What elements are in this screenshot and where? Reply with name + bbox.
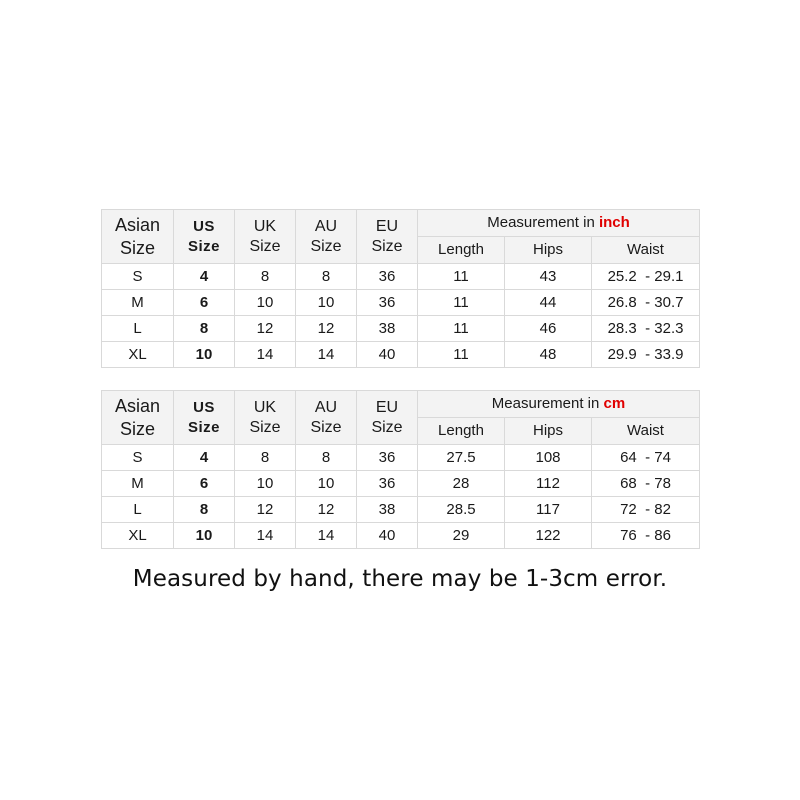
waist-cell: 68 - 78 bbox=[592, 471, 700, 497]
hips-header: Hips bbox=[505, 418, 592, 445]
us-size-cell: 6 bbox=[174, 471, 235, 497]
waist-cell: 64 - 74 bbox=[592, 445, 700, 471]
eu-size-cell: 36 bbox=[357, 471, 418, 497]
asian-size-cell: XL bbox=[102, 342, 174, 368]
uk-size-header: UK Size bbox=[235, 210, 296, 264]
au-size-header: AU Size bbox=[296, 210, 357, 264]
waist-cell: 76 - 86 bbox=[592, 523, 700, 549]
table-row bbox=[102, 471, 700, 497]
length-cell: 28.5 bbox=[418, 497, 505, 523]
measurement-disclaimer: Measured by hand, there may be 1-3cm error. bbox=[132, 566, 668, 592]
au-size-cell: 10 bbox=[296, 290, 357, 316]
table-row bbox=[102, 497, 700, 523]
table-row bbox=[102, 316, 700, 342]
us-size-header: US Size bbox=[174, 210, 235, 264]
asian-size-cell: L bbox=[102, 316, 174, 342]
uk-size-cell: 14 bbox=[235, 342, 296, 368]
uk-size-cell: 8 bbox=[235, 445, 296, 471]
hips-cell: 46 bbox=[505, 316, 592, 342]
au-size-cell: 12 bbox=[296, 497, 357, 523]
hips-cell: 122 bbox=[505, 523, 592, 549]
asian-size-cell: S bbox=[102, 445, 174, 471]
eu-size-header: EU Size bbox=[357, 210, 418, 264]
hips-cell: 108 bbox=[505, 445, 592, 471]
au-size-cell: 12 bbox=[296, 316, 357, 342]
us-size-cell: 10 bbox=[174, 523, 235, 549]
waist-cell: 72 - 82 bbox=[592, 497, 700, 523]
eu-size-cell: 40 bbox=[357, 342, 418, 368]
us-size-cell: 6 bbox=[174, 290, 235, 316]
au-size-cell: 8 bbox=[296, 264, 357, 290]
us-size-cell: 8 bbox=[174, 316, 235, 342]
length-cell: 11 bbox=[418, 264, 505, 290]
length-cell: 11 bbox=[418, 290, 505, 316]
uk-size-header: UK Size bbox=[235, 391, 296, 445]
eu-size-cell: 36 bbox=[357, 445, 418, 471]
asian-size-cell: XL bbox=[102, 523, 174, 549]
length-cell: 27.5 bbox=[418, 445, 505, 471]
hips-cell: 44 bbox=[505, 290, 592, 316]
eu-size-cell: 36 bbox=[357, 290, 418, 316]
uk-size-cell: 10 bbox=[235, 471, 296, 497]
uk-size-cell: 12 bbox=[235, 497, 296, 523]
eu-size-cell: 38 bbox=[357, 316, 418, 342]
waist-cell: 26.8 - 30.7 bbox=[592, 290, 700, 316]
length-cell: 11 bbox=[418, 342, 505, 368]
waist-cell: 29.9 - 33.9 bbox=[592, 342, 700, 368]
length-cell: 29 bbox=[418, 523, 505, 549]
us-size-cell: 8 bbox=[174, 497, 235, 523]
asian-size-header: Asian Size bbox=[102, 391, 174, 445]
au-size-cell: 14 bbox=[296, 342, 357, 368]
waist-header: Waist bbox=[592, 237, 700, 264]
table-row bbox=[102, 264, 700, 290]
eu-size-cell: 38 bbox=[357, 497, 418, 523]
au-size-cell: 10 bbox=[296, 471, 357, 497]
measurement-unit: cm bbox=[603, 395, 626, 412]
measurement-label: Measurement in bbox=[491, 395, 604, 412]
asian-size-cell: M bbox=[102, 290, 174, 316]
waist-header: Waist bbox=[592, 418, 700, 445]
au-size-cell: 8 bbox=[296, 445, 357, 471]
uk-size-cell: 12 bbox=[235, 316, 296, 342]
length-header: Length bbox=[418, 237, 505, 264]
size-chart-inch-table bbox=[101, 209, 700, 368]
table-row bbox=[102, 290, 700, 316]
measurement-header bbox=[418, 391, 700, 418]
waist-cell: 28.3 - 32.3 bbox=[592, 316, 700, 342]
uk-size-cell: 14 bbox=[235, 523, 296, 549]
waist-cell: 25.2 - 29.1 bbox=[592, 264, 700, 290]
hips-header: Hips bbox=[505, 237, 592, 264]
length-cell: 28 bbox=[418, 471, 505, 497]
us-size-cell: 4 bbox=[174, 445, 235, 471]
us-size-cell: 10 bbox=[174, 342, 235, 368]
measurement-header bbox=[418, 210, 700, 237]
asian-size-cell: S bbox=[102, 264, 174, 290]
asian-size-cell: L bbox=[102, 497, 174, 523]
length-header: Length bbox=[418, 418, 505, 445]
measurement-unit: inch bbox=[598, 214, 630, 231]
us-size-cell: 4 bbox=[174, 264, 235, 290]
us-size-header: US Size bbox=[174, 391, 235, 445]
hips-cell: 43 bbox=[505, 264, 592, 290]
uk-size-cell: 10 bbox=[235, 290, 296, 316]
size-chart-cm-table bbox=[101, 390, 700, 549]
table-row bbox=[102, 445, 700, 471]
length-cell: 11 bbox=[418, 316, 505, 342]
au-size-cell: 14 bbox=[296, 523, 357, 549]
eu-size-cell: 36 bbox=[357, 264, 418, 290]
table-row bbox=[102, 523, 700, 549]
asian-size-cell: M bbox=[102, 471, 174, 497]
au-size-header: AU Size bbox=[296, 391, 357, 445]
uk-size-cell: 8 bbox=[235, 264, 296, 290]
asian-size-header: Asian Size bbox=[102, 210, 174, 264]
eu-size-header: EU Size bbox=[357, 391, 418, 445]
hips-cell: 117 bbox=[505, 497, 592, 523]
measurement-label: Measurement in bbox=[487, 214, 599, 231]
table-row bbox=[102, 342, 700, 368]
hips-cell: 112 bbox=[505, 471, 592, 497]
eu-size-cell: 40 bbox=[357, 523, 418, 549]
hips-cell: 48 bbox=[505, 342, 592, 368]
